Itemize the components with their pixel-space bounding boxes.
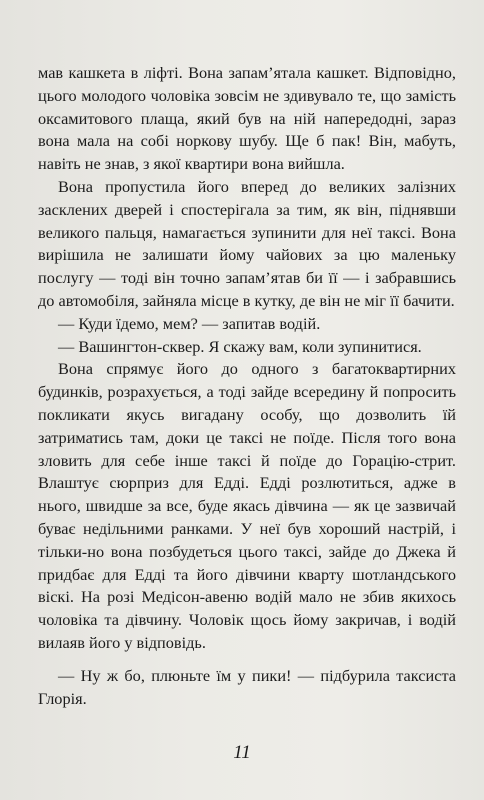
paragraph-3: Вона спрямує його до одного з багатоквартирних будинків, розрахується, а тоді зайде всередину й попросить покликати якусь вигадану особу, що дозволить їй затриматись там, доки це таксі не поїде. Після того вона зловить для себе інше таксі й поїде до Горацію-стрит. Влаштує сюрприз для Едді. Едді розлютиться, адже в нього, швидше за все, буде якась дівчина — як це зазвичай буває недільними ранками. У неї був хороший настрій, і тільки-но вона позбудеться цього таксі, зайде до Джека й придбає для Едді та його дівчини кварту шотландського віскі. На розі Медісон-авеню водій мало не збив якихось чоловіка та дівчину. Чоловік щось йому закричав, і водій вилаяв його у відповідь. [38, 359, 456, 652]
page-number: 11 [233, 742, 251, 763]
paragraph-1: мав кашкета в ліфті. Вона запам’ятала кашкет. Відповідно, цього молодого чоловіка зовсім не здивувало те, що замість оксамитового плаща, який був на ній напередодні, зараз вона мала на собі норкову шубу. Ще б пак! Він, мабуть, навіть не знав, з якої квартири вона вийшла. [38, 63, 456, 174]
dialogue-line-1: — Куди їдемо, мем? — запитав водій. [58, 313, 321, 333]
dialogue-line-3: — Ну ж бо, плюньте їм у пики! — підбурила таксиста Глорія. [38, 665, 456, 708]
body-text [38, 62, 456, 710]
dialogue-line-2: — Вашингтон-сквер. Я скажу вам, коли зупинитися. [58, 336, 422, 356]
paragraph-2: Вона пропустила його вперед до великих залізних засклених дверей і спостерігала за тим, як він, піднявши великого пальця, намагається зупинити для неї таксі. Вона вирішила не залишати йому чайових за цю маленьку послугу — тоді він точно запам’ятав би її — і забравшись до автомобіля, зайняла місце в кутку, де він не міг її бачити. [38, 176, 456, 310]
